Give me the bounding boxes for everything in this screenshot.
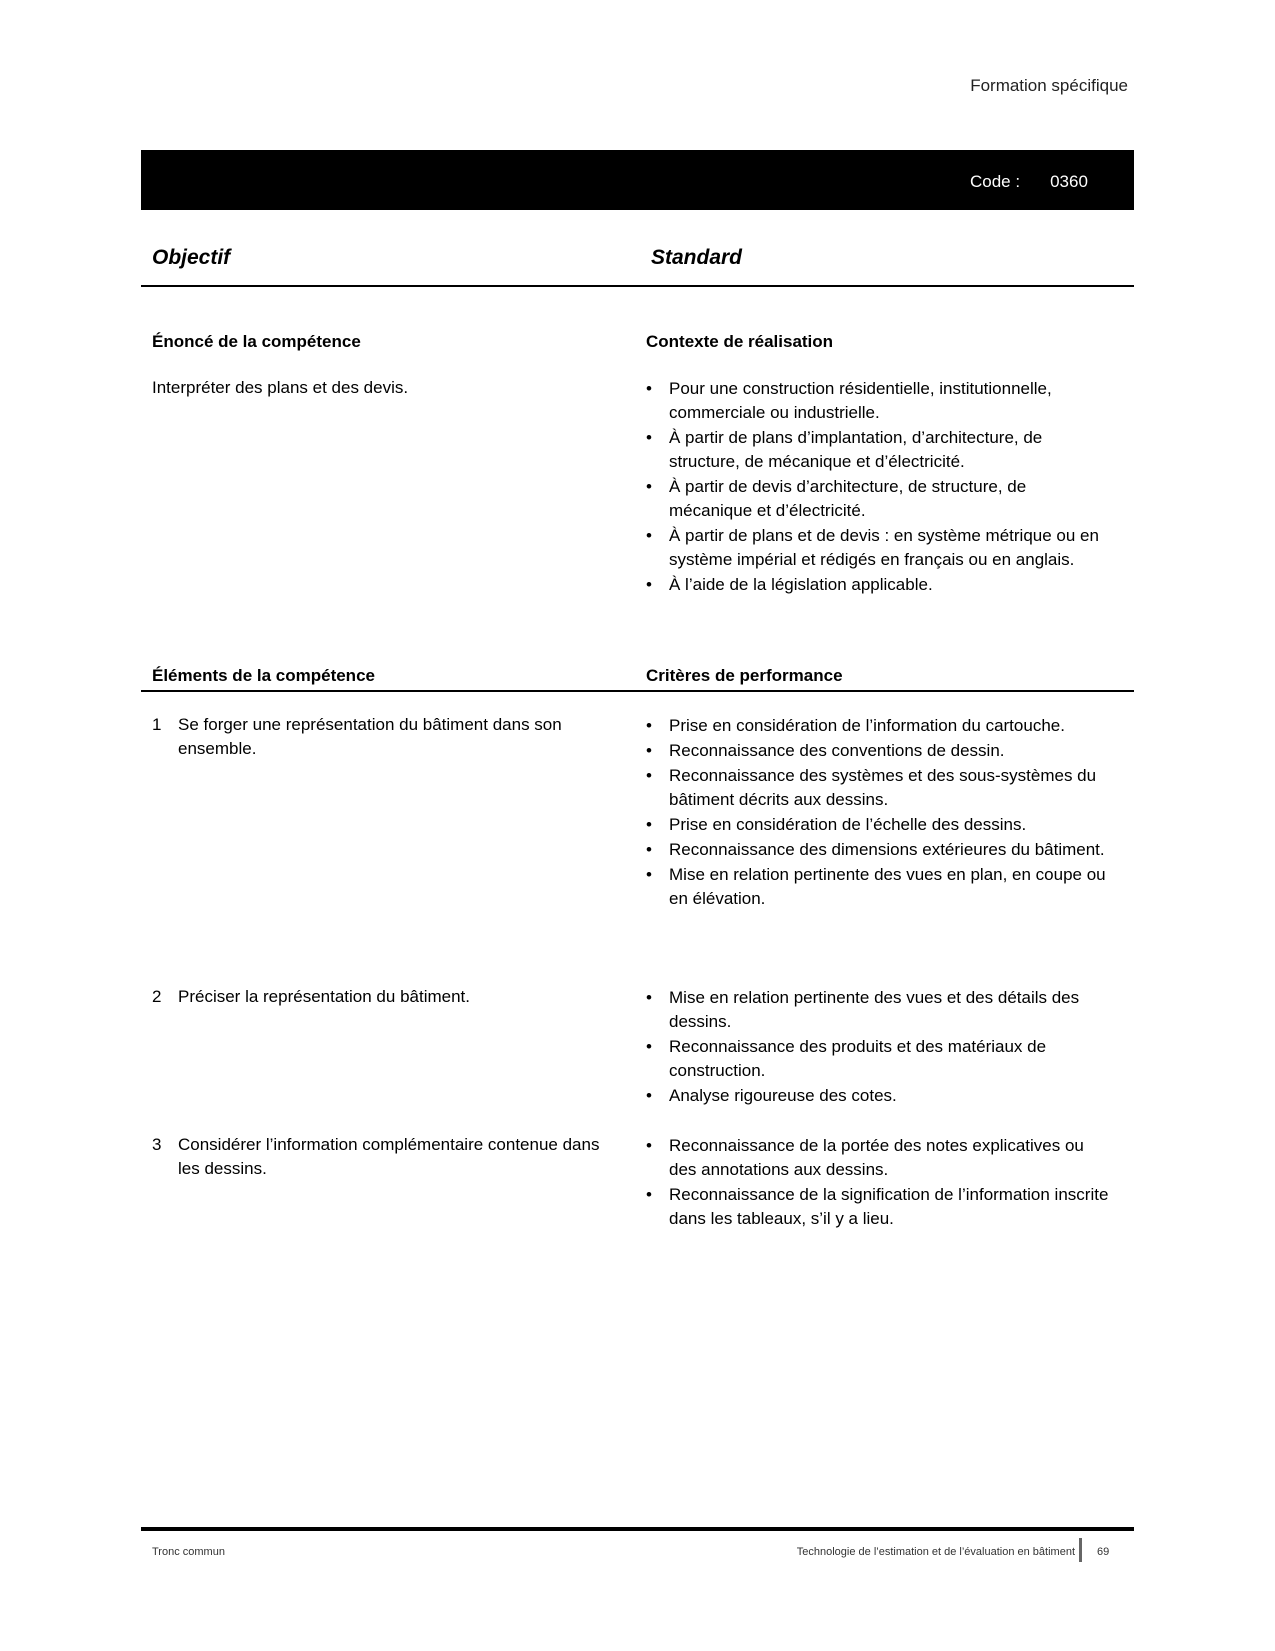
list-item: • Prise en considération de l’échelle des dessins. bbox=[646, 813, 1111, 837]
page-number: 69 bbox=[1097, 1546, 1110, 1558]
list-item: • Reconnaissance des produits et des matériaux de construction. bbox=[646, 1035, 1111, 1083]
element-2 bbox=[152, 985, 620, 1009]
list-item: • À partir de plans et de devis : en système métrique ou en système impérial et rédigés en français ou en anglais. bbox=[646, 524, 1111, 572]
section-rule bbox=[141, 285, 1134, 287]
list-item: • À partir de devis d’architecture, de structure, de mécanique et d’électricité. bbox=[646, 475, 1111, 523]
standard-heading: Standard bbox=[651, 246, 743, 269]
list-item: • Reconnaissance des conventions de dessin. bbox=[646, 739, 1111, 763]
element-number: 3 bbox=[152, 1135, 162, 1154]
list-item: • Prise en considération de l’information du cartouche. bbox=[646, 714, 1111, 738]
footer-right: Technologie de l’estimation et de l’évaluation en bâtiment bbox=[796, 1546, 1075, 1558]
criteres-heading: Critères de performance bbox=[646, 666, 843, 685]
element-number: 1 bbox=[152, 715, 162, 734]
criteres-list-3 bbox=[646, 1134, 1111, 1232]
element-text: Se forger une représentation du bâtiment dans son ensemble. bbox=[178, 715, 562, 758]
element-text: Considérer l’information complémentaire contenue dans les dessins. bbox=[178, 1135, 600, 1178]
footer-divider bbox=[1079, 1538, 1082, 1562]
elements-rule bbox=[141, 690, 1134, 692]
list-item: • Reconnaissance de la portée des notes explicatives ou des annotations aux dessins. bbox=[646, 1134, 1111, 1182]
contexte-list bbox=[646, 377, 1111, 598]
enonce-heading: Énoncé de la compétence bbox=[152, 332, 361, 351]
list-item: • Reconnaissance des dimensions extérieures du bâtiment. bbox=[646, 838, 1111, 862]
list-item: • À partir de plans d’implantation, d’architecture, de structure, de mécanique et d’électricité. bbox=[646, 426, 1111, 474]
list-item: • À l’aide de la législation applicable. bbox=[646, 573, 1111, 597]
element-3 bbox=[152, 1133, 620, 1181]
elements-heading: Éléments de la compétence bbox=[152, 666, 375, 685]
element-1 bbox=[152, 713, 620, 761]
list-item: • Pour une construction résidentielle, institutionnelle, commerciale ou industrielle. bbox=[646, 377, 1111, 425]
list-item: • Analyse rigoureuse des cotes. bbox=[646, 1084, 1111, 1108]
competency-code bbox=[970, 172, 1088, 192]
list-item: • Mise en relation pertinente des vues en plan, en coupe ou en élévation. bbox=[646, 863, 1111, 911]
element-text: Préciser la représentation du bâtiment. bbox=[178, 987, 470, 1006]
criteres-list-1 bbox=[646, 714, 1111, 912]
code-value: 0360 bbox=[1050, 172, 1088, 191]
enonce-text: Interpréter des plans et des devis. bbox=[152, 378, 409, 397]
criteres-list-2 bbox=[646, 986, 1111, 1109]
list-item: • Reconnaissance des systèmes et des sous-systèmes du bâtiment décrits aux dessins. bbox=[646, 764, 1111, 812]
element-number: 2 bbox=[152, 987, 162, 1006]
footer-rule bbox=[141, 1527, 1134, 1531]
list-item: • Mise en relation pertinente des vues et des détails des dessins. bbox=[646, 986, 1111, 1034]
footer-left: Tronc commun bbox=[152, 1546, 225, 1558]
formation-label: Formation spécifique bbox=[970, 76, 1128, 95]
list-item: • Reconnaissance de la signification de l’information inscrite dans les tableaux, s’il y a lieu. bbox=[646, 1183, 1111, 1231]
contexte-heading: Contexte de réalisation bbox=[646, 332, 834, 351]
objectif-heading: Objectif bbox=[152, 246, 231, 269]
code-label: Code : bbox=[970, 172, 1021, 191]
